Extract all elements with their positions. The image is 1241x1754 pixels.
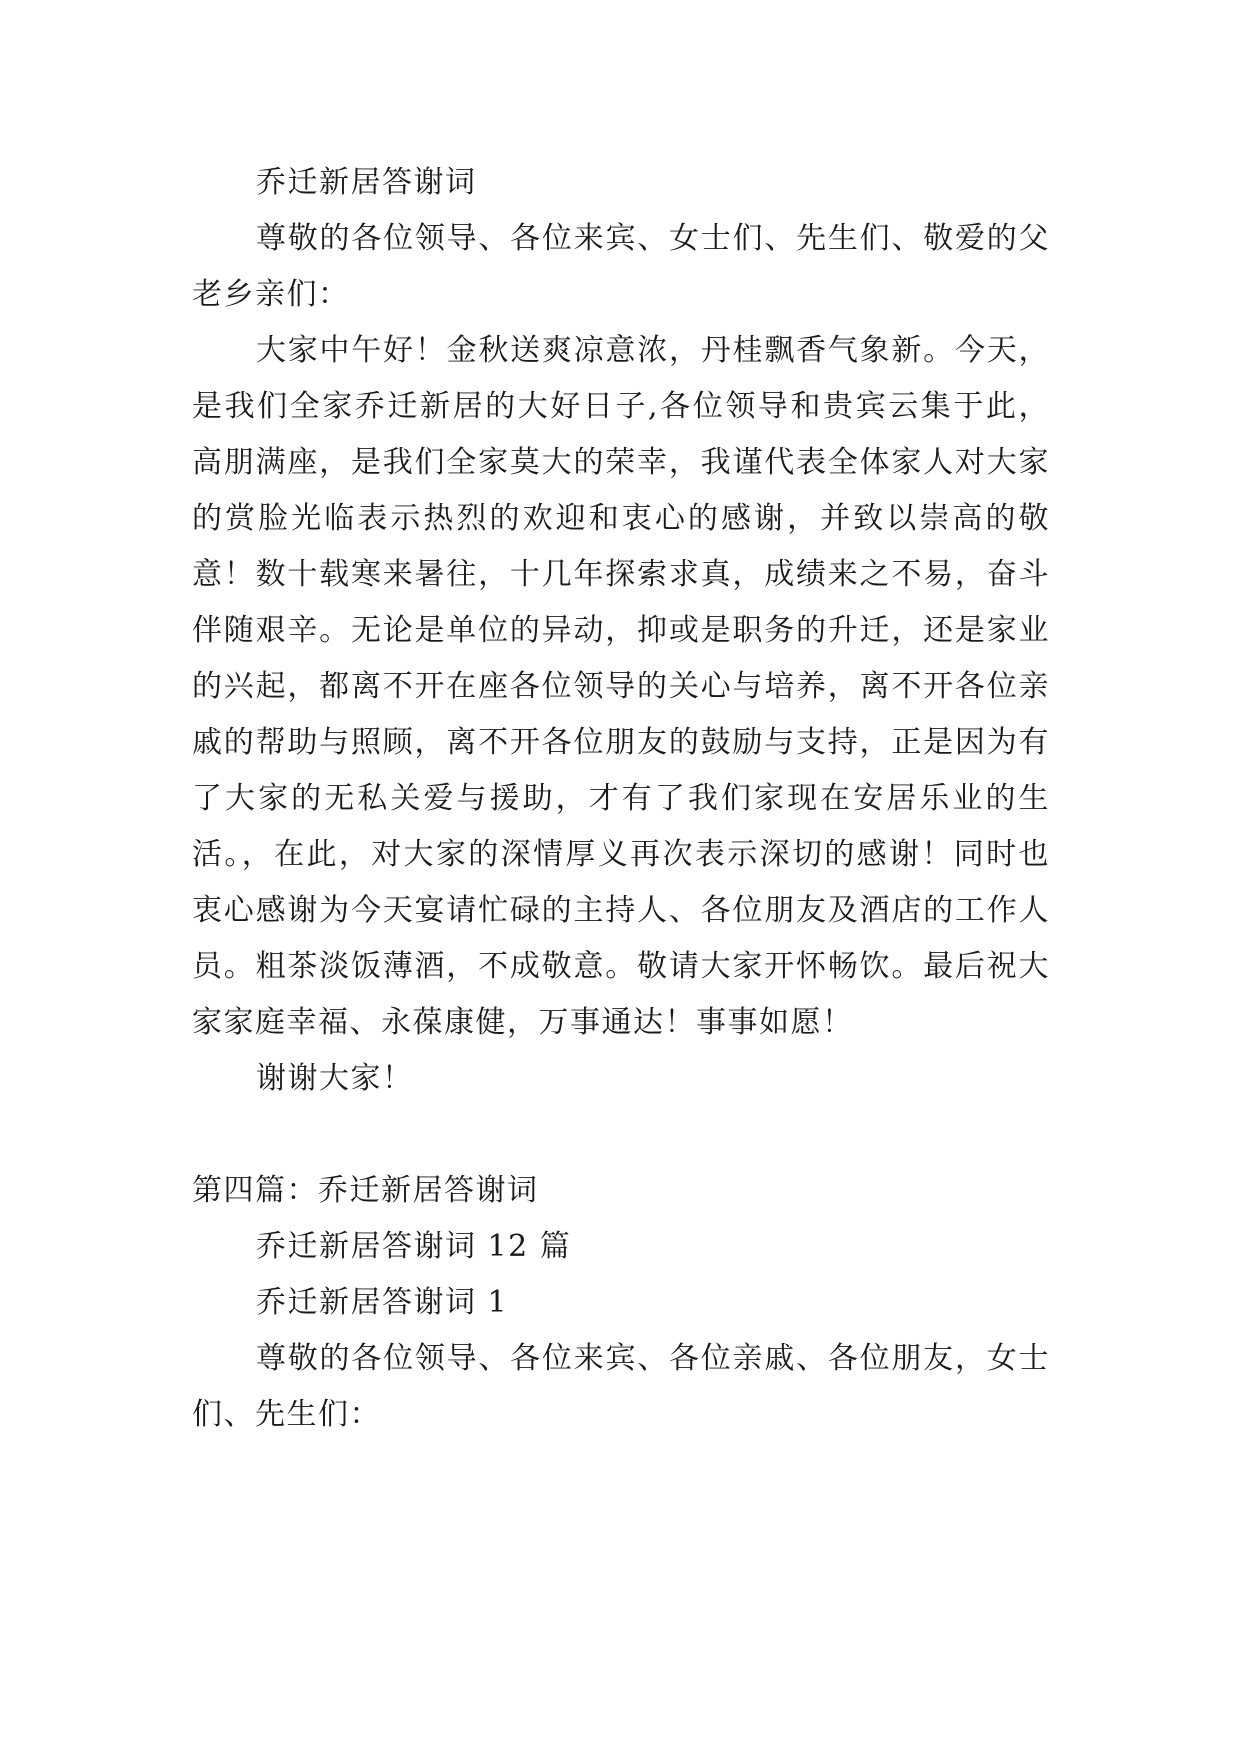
paragraph-gap — [192, 1107, 1050, 1163]
document-body — [192, 155, 1050, 1443]
collection-subtitle: 乔迁新居答谢词 12 篇 — [256, 1229, 572, 1264]
chapter-heading: 第四篇：乔迁新居答谢词 — [192, 1173, 539, 1208]
closing-paragraph: 谢谢大家！ — [256, 1061, 414, 1096]
second-salutation-paragraph: 尊敬的各位领导、各位来宾、各位亲戚、各位朋友，女士们、先生们： — [192, 1341, 1050, 1432]
section-title: 乔迁新居答谢词 — [256, 165, 477, 200]
speech-body-paragraph: 大家中午好！金秋送爽凉意浓，丹桂飘香气象新。今天，是我们全家乔迁新居的大好日子,各位领导和贵宾云集于此，高朋满座，是我们全家莫大的荣幸，我谨代表全体家人对大家的赏脸光临表示热烈的欢迎和衷心的感谢，并致以崇高的敬意！数十载寒来暑往，十几年探索求真，成绩来之不易，奋斗伴随艰辛。无论是单位的异动，抑或是职务的升迁，还是家业的兴起，都离不开在座各位领导的关心与培养，离不开各位亲戚的帮助与照顾，离不开各位朋友的鼓励与支持，正是因为有了大家的无私关爱与援助，才有了我们家现在安居乐业的生活。，在此，对大家的深情厚义再次表示深切的感谢！同时也衷心感谢为今天宴请忙碌的主持人、各位朋友及酒店的工作人员。粗茶淡饭薄酒，不成敬意。敬请大家开怀畅饮。最后祝大家家庭幸福、永葆康健，万事通达！事事如愿！ — [192, 333, 1050, 1040]
salutation-paragraph: 尊敬的各位领导、各位来宾、女士们、先生们、敬爱的父老乡亲们： — [192, 221, 1050, 312]
item-title: 乔迁新居答谢词 1 — [256, 1285, 509, 1320]
